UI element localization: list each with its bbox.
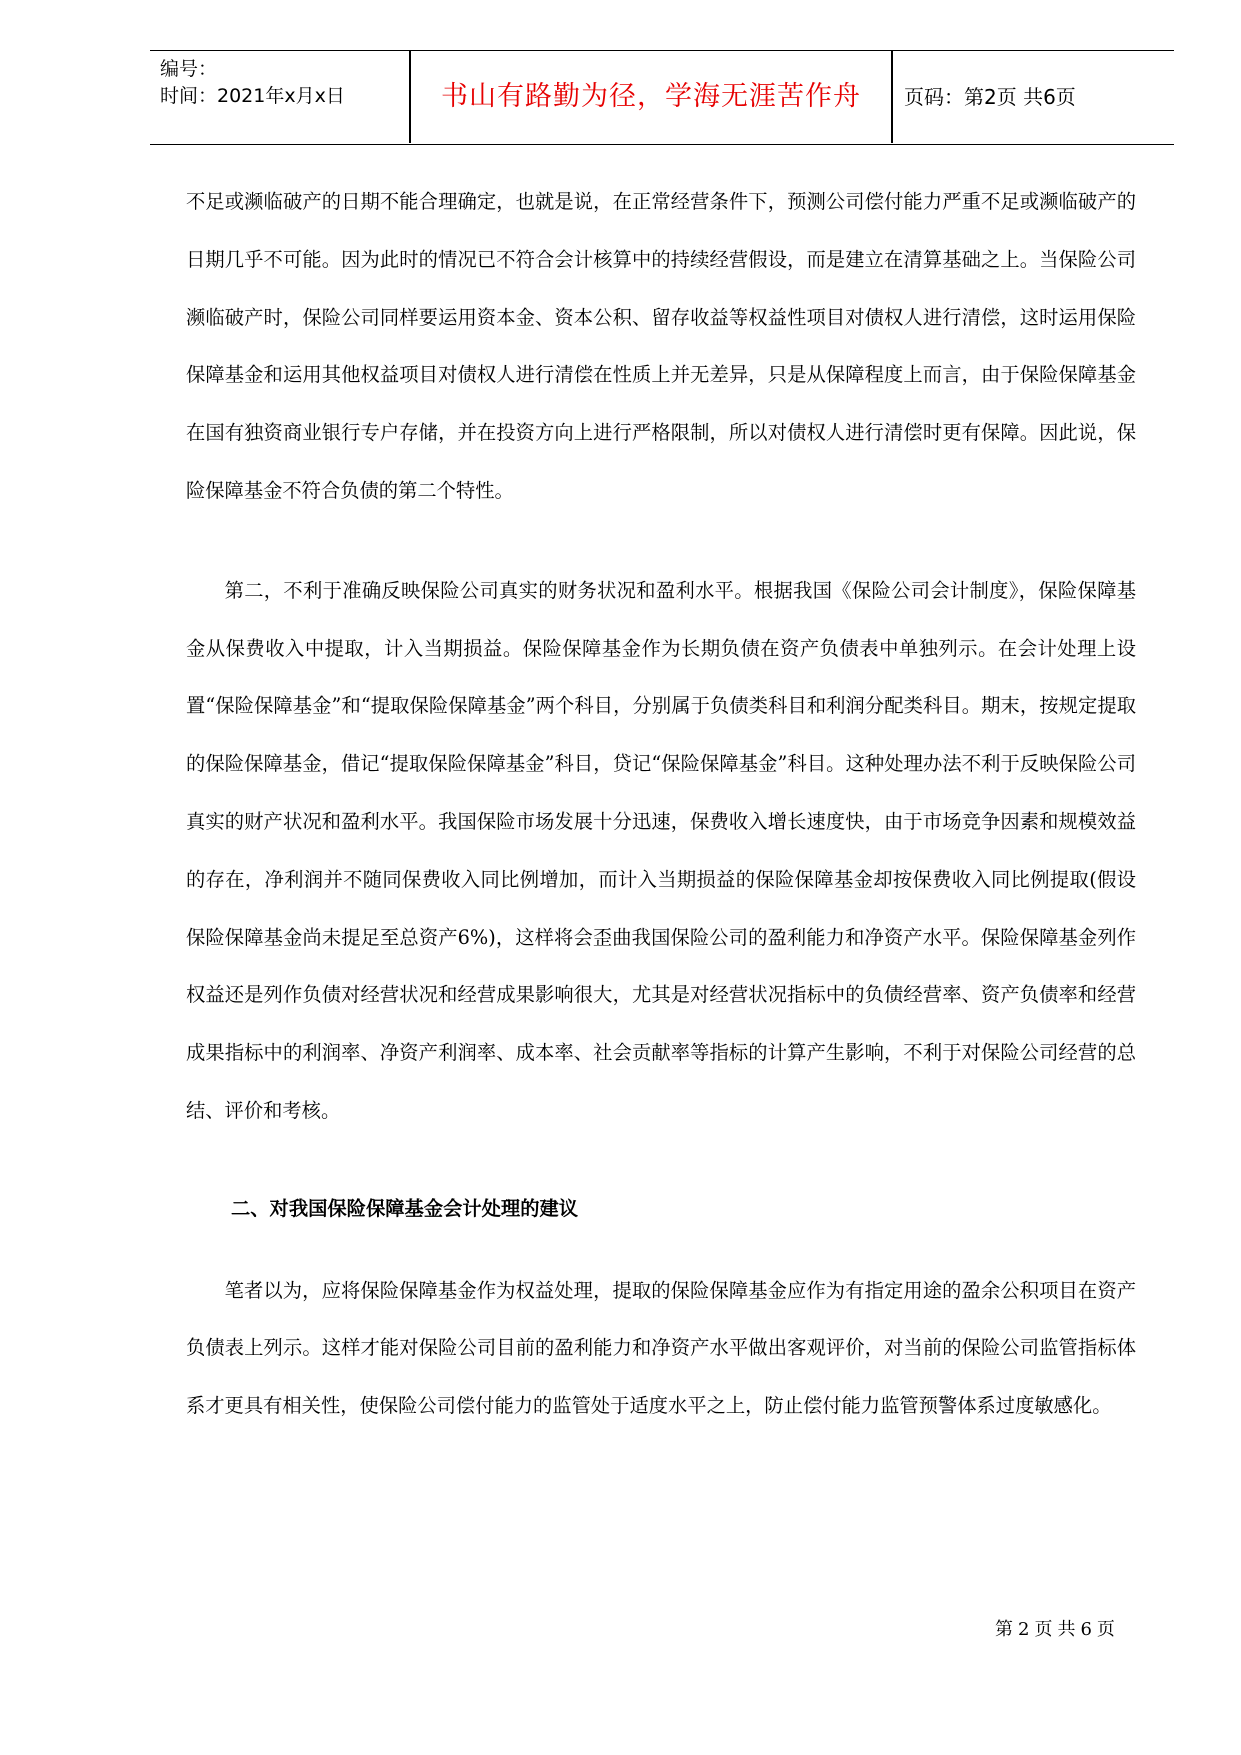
page-footer: 第2页共6页: [995, 1619, 1120, 1640]
document-time-label: 时间：2021年x月x日: [160, 85, 345, 107]
header-divider-left: [409, 51, 411, 143]
header-motto: 书山有路勤为径，学海无涯苦作舟: [441, 81, 861, 112]
header-meta: [160, 51, 410, 143]
body-paragraph-1: 不足或濒临破产的日期不能合理确定，也就是说，在正常经营条件下，预测公司偿付能力严重不足或濒临破产的日期几乎不可能。因为此时的情况已不符合会计核算中的持续经营假设，而是建立在清算基础之上。当保险公司濒临破产时，保险公司同样要运用资本金、资本公积、留存收益等权益性项目对债权人进行清偿，这时运用保险保障基金和运用其他权益项目对债权人进行清偿在性质上并无差异，只是从保障程度上而言，由于保险保障基金在国有独资商业银行专户存储，并在投资方向上进行严格限制，所以对债权人进行清偿时更有保障。因此说，保险保障基金不符合负债的第二个特性。: [186, 190, 1136, 502]
page-header: [150, 50, 1174, 145]
header-page-info: 页码：第2页 共6页: [904, 85, 1076, 109]
body-paragraph-2: 第二，不利于准确反映保险公司真实的财务状况和盈利水平。根据我国《保险公司会计制度》，保险保障基金从保费收入中提取，计入当期损益。保险保障基金作为长期负债在资产负债表中单独列示。在会计处理上设置“保险保障基金”和“提取保险保障基金”两个科目，分别属于负债类科目和利润分配类科目。期末，按规定提取的保险保障基金，借记“提取保险保障基金”科目，贷记“保险保障基金”科目。这种处理办法不利于反映保险公司真实的财产状况和盈利水平。我国保险市场发展十分迅速，保费收入增长速度快，由于市场竞争因素和规模效益的存在，净利润并不随同保费收入同比例增加，而计入当期损益的保险保障基金却按保费收入同比例提取(假设保险保障基金尚未提足至总资产6%)，这样将会歪曲我国保险公司的盈利能力和净资产水平。保险保障基金列作权益还是列作负债对经营状况和经营成果影响很大，尤其是对经营状况指标中的负债经营率、资产负债率和经营成果指标中的利润率、净资产利润率、成本率、社会贡献率等指标的计算产生影响，不利于对保险公司经营的总结、评价和考核。: [186, 578, 1136, 1122]
document-number-label: 编号：: [160, 58, 218, 80]
document-body: [186, 173, 1136, 1435]
body-paragraph-3: 笔者以为，应将保险保障基金作为权益处理，提取的保险保障基金应作为有指定用途的盈余公积项目在资产负债表上列示。这样才能对保险公司目前的盈利能力和净资产水平做出客观评价，对当前的保险公司监管指标体系才更具有相关性，使保险公司偿付能力的监管处于适度水平之上，防止偿付能力监管预警体系过度敏感化。: [186, 1278, 1136, 1418]
section-heading: 二、对我国保险保障基金会计处理的建议: [231, 1196, 579, 1220]
header-divider-right: [891, 51, 893, 143]
